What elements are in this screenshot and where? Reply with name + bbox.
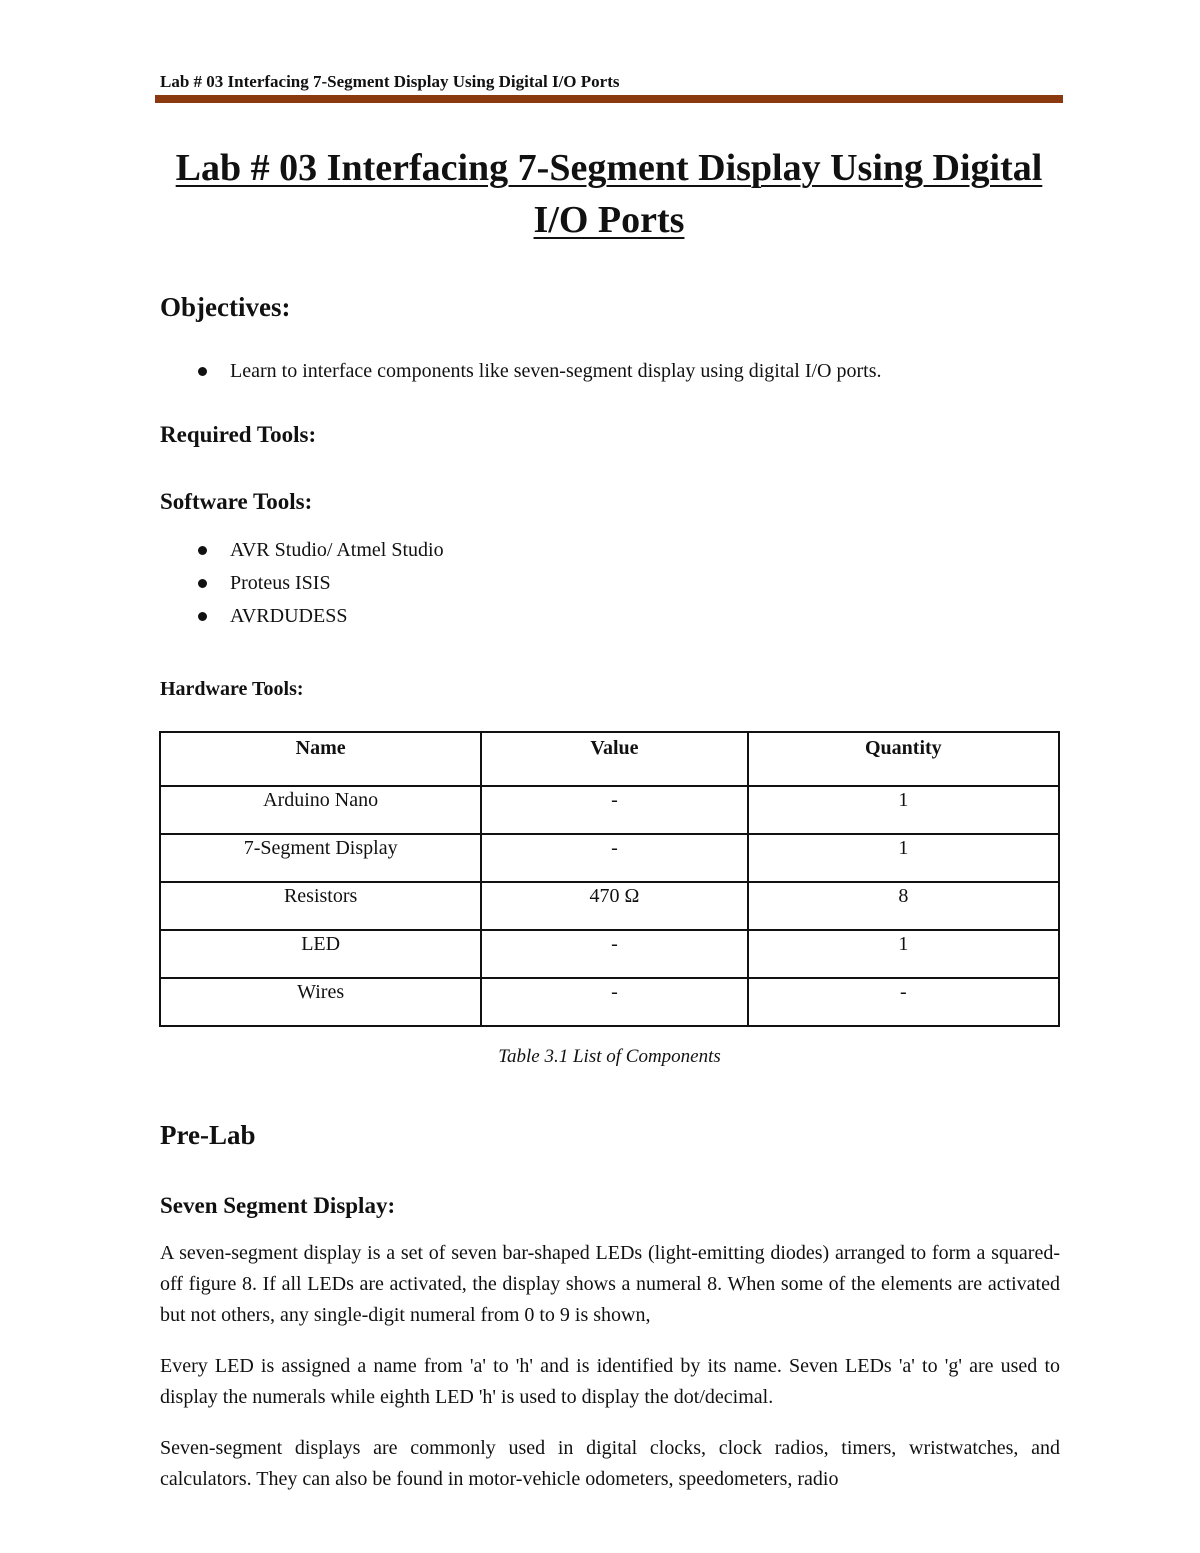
column-header-name: Name [160, 732, 481, 786]
table-cell: Resistors [160, 882, 481, 930]
list-item [160, 534, 444, 567]
software-tools-list [160, 534, 444, 633]
list-item-text: AVR Studio/ Atmel Studio [230, 539, 444, 561]
table-row [160, 834, 1059, 882]
required-tools-heading: Required Tools: [160, 422, 317, 447]
prelab-heading: Pre-Lab [160, 1120, 256, 1150]
table-cell: - [481, 834, 747, 882]
list-item [160, 355, 882, 388]
table-cell: - [748, 978, 1059, 1026]
table-row [160, 882, 1059, 930]
table-cell: 470 Ω [481, 882, 747, 930]
table-caption: Table 3.1 List of Components [498, 1046, 721, 1067]
table-row [160, 786, 1059, 834]
table-cell: - [481, 786, 747, 834]
bullet-icon [198, 367, 207, 376]
table-cell: Wires [160, 978, 481, 1026]
column-header-quantity: Quantity [748, 732, 1059, 786]
list-item-text: Proteus ISIS [230, 572, 331, 594]
table-cell: - [481, 978, 747, 1026]
seven-segment-heading: Seven Segment Display: [160, 1193, 396, 1218]
table-cell: 8 [748, 882, 1059, 930]
table-cell: LED [160, 930, 481, 978]
title-line-2: I/O Ports [533, 199, 685, 241]
table-cell: Arduino Nano [160, 786, 481, 834]
bullet-icon [198, 546, 207, 555]
header-rule [155, 95, 1063, 103]
paragraph: Seven-segment displays are commonly used in digital clocks, clock radios, timers, wristwatches, and calculators. They can also be found in motor-vehicle odometers, speedometers, radio [160, 1437, 1060, 1490]
paragraph: Every LED is assigned a name from 'a' to 'h' and is identified by its name. Seven LEDs 'a' to 'g' are used to display the numerals while eighth LED 'h' is used to display the dot/decimal. [160, 1355, 1060, 1408]
table-cell: 1 [748, 786, 1059, 834]
objectives-heading: Objectives: [160, 292, 291, 322]
table-row [160, 930, 1059, 978]
document-title [150, 142, 1068, 246]
software-tools-heading: Software Tools: [160, 489, 313, 514]
table-cell: 7-Segment Display [160, 834, 481, 882]
objectives-list [160, 355, 882, 388]
table-header-row [160, 732, 1059, 786]
table-cell: - [481, 930, 747, 978]
paragraph: A seven-segment display is a set of seven bar-shaped LEDs (light-emitting diodes) arranged to form a squared-off figure 8. If all LEDs are activated, the display shows a numeral 8. When some of the elements are activated but not others, any single-digit numeral from 0 to 9 is shown, [160, 1242, 1060, 1326]
list-item-text: Learn to interface components like seven-segment display using digital I/O ports. [230, 360, 882, 382]
table-cell: 1 [748, 834, 1059, 882]
list-item [160, 567, 444, 600]
running-header: Lab # 03 Interfacing 7-Segment Display Using Digital I/O Ports [160, 72, 620, 91]
bullet-icon [198, 579, 207, 588]
list-item-text: AVRDUDESS [230, 605, 348, 627]
title-line-1: Lab # 03 Interfacing 7-Segment Display Using Digital [175, 147, 1043, 189]
table-cell: 1 [748, 930, 1059, 978]
list-item [160, 600, 444, 633]
column-header-value: Value [481, 732, 747, 786]
components-table [159, 731, 1060, 1027]
bullet-icon [198, 612, 207, 621]
hardware-tools-heading: Hardware Tools: [160, 678, 304, 700]
table-row [160, 978, 1059, 1026]
